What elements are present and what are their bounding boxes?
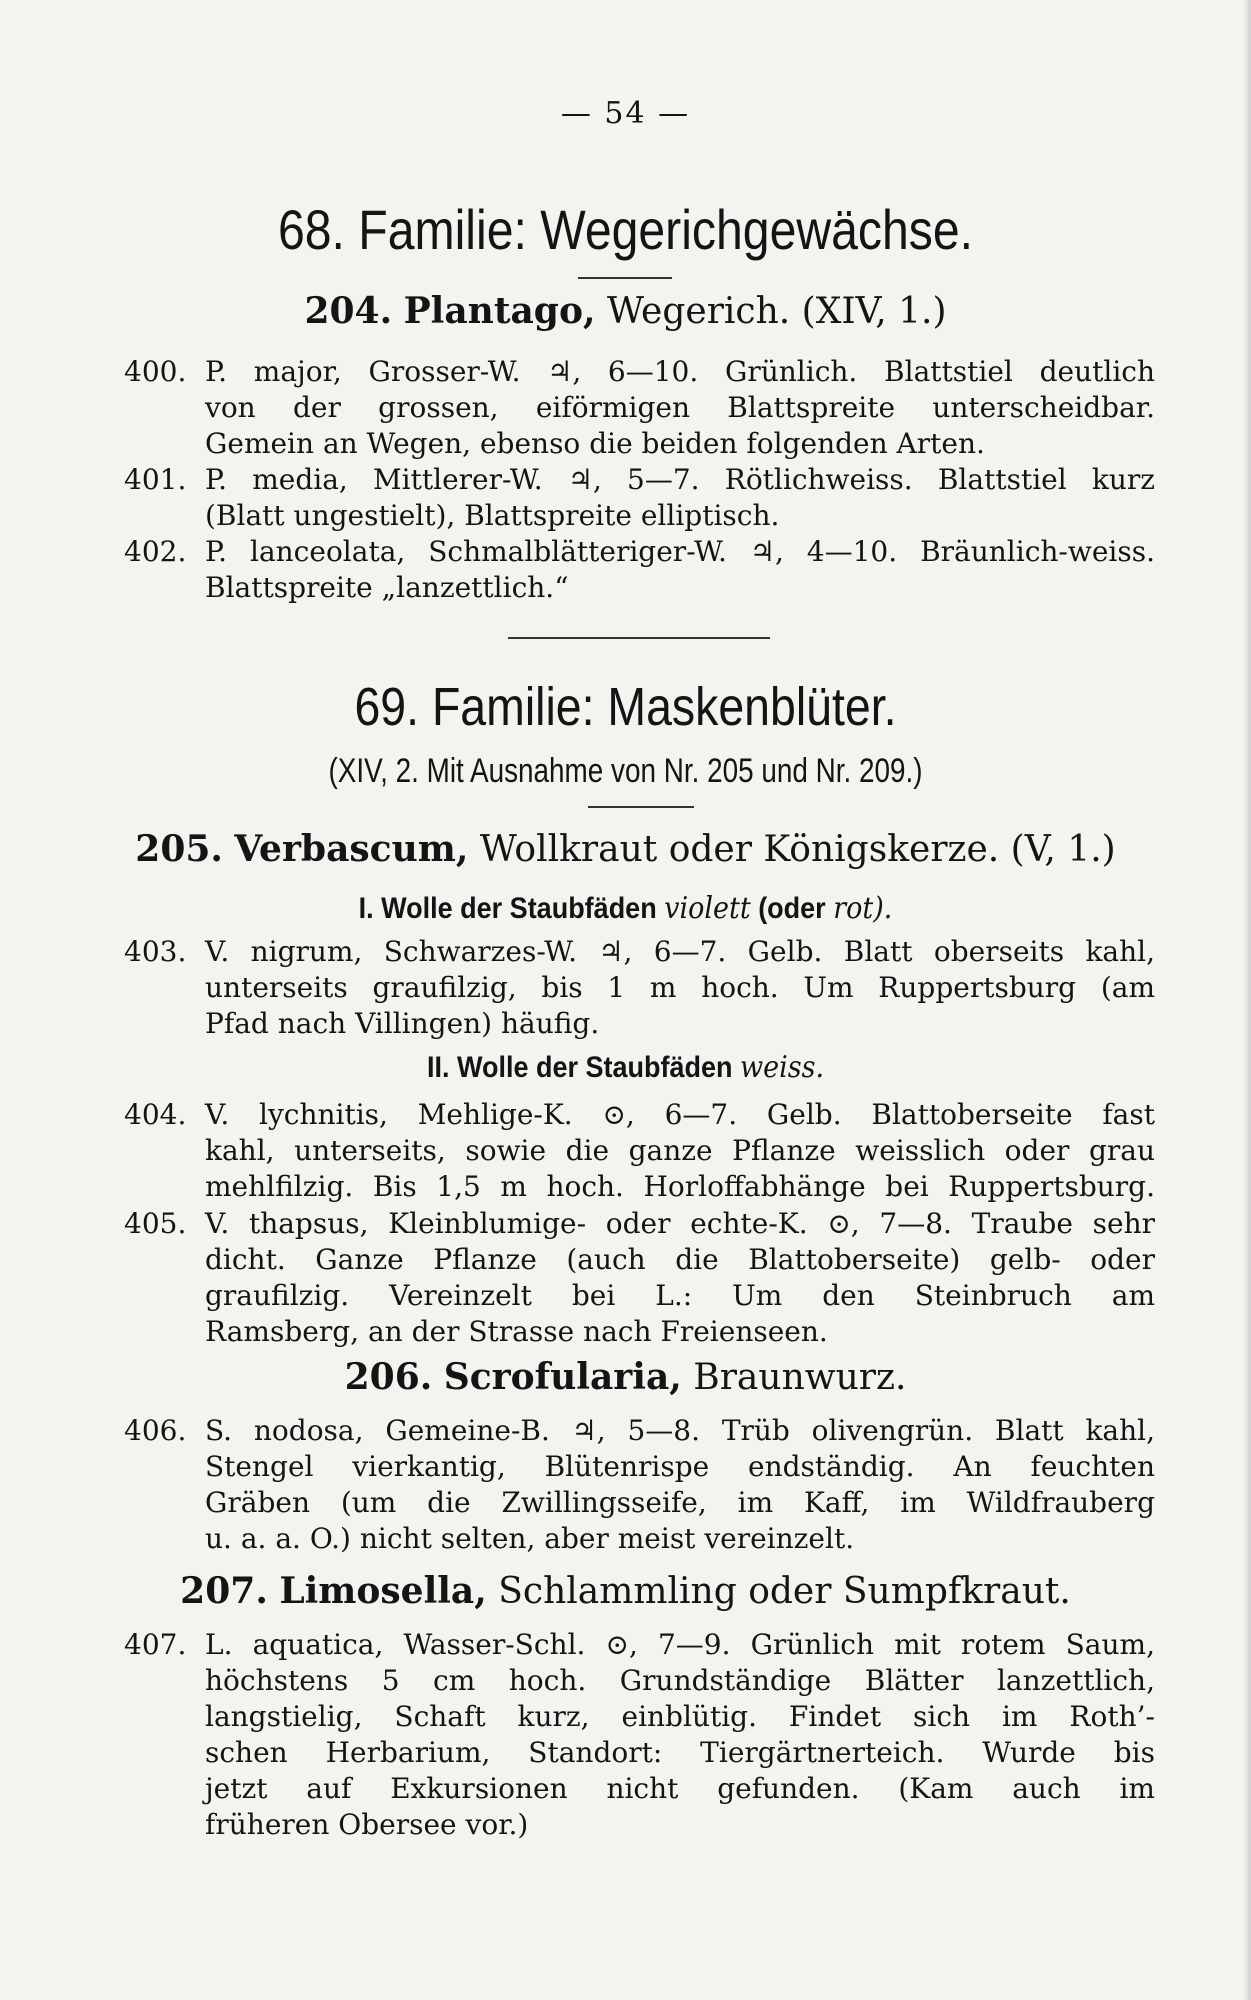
genus-205-number: 205. xyxy=(135,828,223,870)
genus-206-name: Scrofularia, xyxy=(443,1356,682,1398)
subhead-wolle-weiss xyxy=(63,1050,1189,1085)
entry-line: mehlfilzig. Bis 1,5 m hoch. Horloffabhänge bei Ruppertsburg. xyxy=(205,1170,1155,1203)
entry-line: V. lychnitis, Mehlige-K. ⊙, 6—7. Gelb. Blattoberseite fast xyxy=(205,1098,1155,1131)
family-69-subtitle: (XIV, 2. Mit Ausnahme von Nr. 205 und Nr. 209.) xyxy=(328,752,923,790)
entry-line: (Blatt ungestielt), Blattspreite elliptisch. xyxy=(205,499,780,532)
subhead-italic: weiss. xyxy=(740,1050,825,1085)
entry-line: Gemein an Wegen, ebenso die beiden folgenden Arten. xyxy=(205,427,985,460)
genus-206-heading xyxy=(0,1356,1251,1398)
genus-204-heading xyxy=(0,290,1251,332)
genus-207-number: 207. xyxy=(180,1570,268,1612)
entry-line: schen Herbarium, Standort: Tiergärtnerteich. Wurde bis xyxy=(205,1736,1155,1769)
divider xyxy=(588,806,694,808)
entry-line: P. major, Grosser-W. ♃, 6—10. Grünlich. Blattstiel deutlich xyxy=(205,355,1155,388)
entry-line: Blattspreite „lanzettlich.“ xyxy=(205,571,569,604)
entry-line: langstielig, Schaft kurz, einblütig. Findet sich im Roth’- xyxy=(205,1700,1155,1733)
entry-line: V. nigrum, Schwarzes-W. ♃, 6—7. Gelb. Blatt oberseits kahl, xyxy=(205,935,1155,968)
family-69-heading: 69. Familie: Maskenblüter. xyxy=(354,677,897,737)
subhead-italic2: rot). xyxy=(833,891,893,926)
genus-206-number: 206. xyxy=(344,1356,433,1398)
entry-line: früheren Obersee vor.) xyxy=(205,1808,529,1841)
divider xyxy=(508,637,770,639)
divider xyxy=(578,277,672,279)
genus-204-rest: Wegerich. (XIV, 1.) xyxy=(606,291,947,332)
entry-line: dicht. Ganze Pflanze (auch die Blattoberseite) gelb- oder xyxy=(205,1243,1155,1276)
genus-205-name: Verbascum, xyxy=(234,828,469,870)
entry-line: graufilzig. Vereinzelt bei L.: Um den Steinbruch am xyxy=(205,1279,1155,1312)
subhead-text: I. Wolle der Staubfäden xyxy=(358,892,657,925)
entry-line: höchstens 5 cm hoch. Grundständige Blätter lanzettlich, xyxy=(205,1664,1155,1697)
entry-number: 403. xyxy=(124,935,187,968)
entry-line: u. a. a. O.) nicht selten, aber meist vereinzelt. xyxy=(205,1522,855,1555)
subhead-wolle-violett xyxy=(63,891,1189,926)
entry-line: Gräben (um die Zwillingsseife, im Kaff, im Wildfrauberg xyxy=(205,1486,1155,1519)
entry-line: P. media, Mittlerer-W. ♃, 5—7. Rötlichweiss. Blattstiel kurz xyxy=(205,463,1155,496)
entry-line: S. nodosa, Gemeine-B. ♃, 5—8. Trüb olivengrün. Blatt kahl, xyxy=(205,1414,1155,1447)
genus-205-rest: Wollkraut oder Königskerze. (V, 1.) xyxy=(479,829,1116,870)
entry-line: P. lanceolata, Schmalblätteriger-W. ♃, 4—10. Bräunlich-weiss. xyxy=(205,535,1155,568)
entry-line: V. thapsus, Kleinblumige- oder echte-K. ⊙, 7—8. Traube sehr xyxy=(205,1207,1155,1240)
genus-205-heading xyxy=(0,828,1251,870)
genus-204-number: 204. xyxy=(304,290,393,332)
page-number: — 54 — xyxy=(560,96,691,131)
entry-line: unterseits graufilzig, bis 1 m hoch. Um Ruppertsburg (am xyxy=(205,971,1155,1004)
genus-207-name: Limosella, xyxy=(279,1570,487,1612)
genus-206-rest: Braunwurz. xyxy=(693,1357,907,1398)
genus-204-name: Plantago, xyxy=(403,290,596,332)
subhead-text: II. Wolle der Staubfäden xyxy=(426,1051,733,1084)
genus-207-heading xyxy=(0,1570,1251,1612)
entry-number: 407. xyxy=(124,1628,187,1661)
entry-line: Pfad nach Villingen) häufig. xyxy=(205,1007,600,1040)
family-68-heading: 68. Familie: Wegerichgewächse. xyxy=(277,198,974,261)
entry-line: L. aquatica, Wasser-Schl. ⊙, 7—9. Grünlich mit rotem Saum, xyxy=(205,1628,1155,1661)
entry-line: von der grossen, eiförmigen Blattspreite unterscheidbar. xyxy=(205,391,1155,424)
entry-number: 402. xyxy=(124,535,187,568)
entry-number: 405. xyxy=(124,1207,187,1240)
entry-number: 401. xyxy=(124,463,187,496)
entry-line: Stengel vierkantig, Blütenrispe endständig. An feuchten xyxy=(205,1450,1155,1483)
entry-line: jetzt auf Exkursionen nicht gefunden. (Kam auch im xyxy=(205,1772,1155,1805)
subhead-middle: (oder xyxy=(758,892,826,925)
entry-number: 400. xyxy=(124,355,187,388)
entry-number: 404. xyxy=(124,1098,187,1131)
entry-line: kahl, unterseits, sowie die ganze Pflanze weisslich oder grau xyxy=(205,1134,1155,1167)
entry-line: Ramsberg, an der Strasse nach Freienseen. xyxy=(205,1315,828,1348)
entry-number: 406. xyxy=(124,1414,187,1447)
genus-207-rest: Schlammling oder Sumpfkraut. xyxy=(498,1571,1071,1612)
subhead-italic: violett xyxy=(664,891,751,926)
